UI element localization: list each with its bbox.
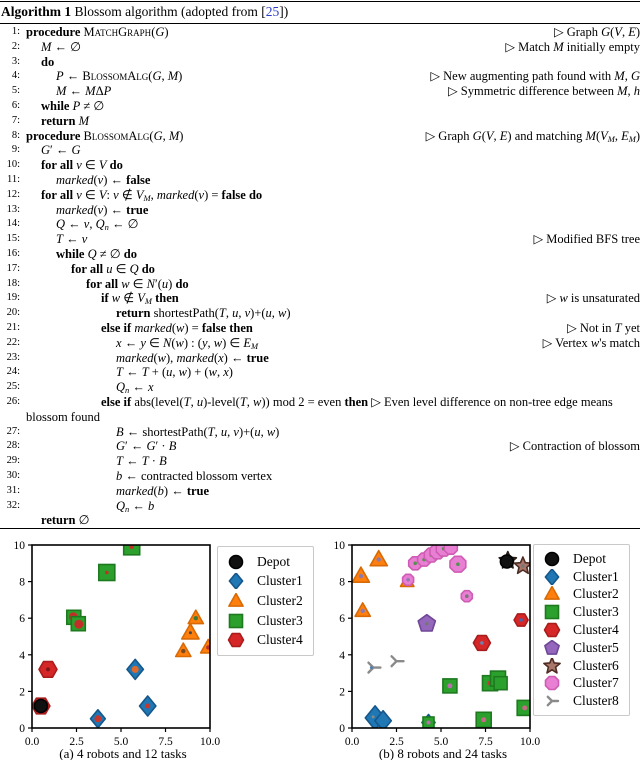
algo-line-comment: ▷ Vertex w's match bbox=[542, 335, 640, 350]
legend-item-cluster1 bbox=[542, 568, 619, 586]
algo-line bbox=[0, 425, 640, 440]
svg-text:6: 6 bbox=[19, 613, 25, 626]
algo-line bbox=[0, 55, 640, 70]
algo-line-number bbox=[0, 513, 20, 528]
star-marker-icon bbox=[542, 658, 564, 674]
algo-line-comment: ▷ w is unsaturated bbox=[546, 291, 640, 306]
algo-line bbox=[0, 306, 640, 321]
legend-item-cluster5 bbox=[542, 639, 619, 657]
legend-item-cluster3 bbox=[542, 603, 619, 621]
svg-text:4: 4 bbox=[19, 649, 25, 662]
algo-line-code: marked(v) ← false bbox=[56, 172, 151, 187]
algo-line-code: for all u ∈ Q do bbox=[71, 261, 155, 276]
diamond-marker-icon bbox=[226, 573, 248, 589]
algorithm-label: Algorithm 1 bbox=[1, 4, 72, 19]
algo-line-number: 19: bbox=[6, 292, 20, 304]
legend-item-cluster4 bbox=[226, 630, 303, 650]
algo-line-code: b ← contracted blossom vertex bbox=[116, 468, 273, 483]
svg-text:8: 8 bbox=[339, 576, 345, 589]
algo-line-code: P ← BlossomAlg(G, M) bbox=[56, 69, 183, 84]
algo-line bbox=[0, 439, 640, 454]
algo-line-number: 6: bbox=[11, 99, 20, 111]
svg-text:10.0: 10.0 bbox=[519, 736, 541, 748]
figure-b-caption: (b) 8 robots and 24 tasks bbox=[378, 746, 508, 760]
hexagon-marker-icon bbox=[226, 632, 248, 648]
algo-line-number: 18: bbox=[6, 277, 20, 289]
algo-line bbox=[0, 380, 640, 395]
legend-a bbox=[217, 546, 314, 656]
algo-line bbox=[0, 129, 640, 144]
legend-label: Cluster6 bbox=[573, 657, 619, 673]
algo-line-code: procedure BlossomAlg(G, M) bbox=[26, 128, 184, 143]
algo-line-comment: ▷ Graph G(V, E) bbox=[553, 25, 640, 39]
algo-line-number: 27: bbox=[6, 425, 20, 437]
algo-line-code: T ← T · B bbox=[116, 454, 167, 469]
algo-line bbox=[0, 499, 640, 514]
algo-line-comment: ▷ Modified BFS tree bbox=[533, 232, 640, 247]
algo-line bbox=[0, 484, 640, 499]
algo-line-code: M ← ∅ bbox=[41, 39, 82, 54]
algo-line-code: T ← T + (u, w) + (w, x) bbox=[116, 365, 233, 380]
hexagon-marker-icon bbox=[542, 622, 564, 638]
algo-line bbox=[0, 173, 640, 188]
algo-line-number: 20: bbox=[6, 307, 20, 319]
square-marker-icon bbox=[542, 604, 564, 620]
svg-text:4: 4 bbox=[339, 649, 345, 662]
algo-line bbox=[0, 291, 640, 306]
algo-line bbox=[0, 262, 640, 277]
algo-line bbox=[0, 99, 640, 114]
algo-line bbox=[0, 114, 640, 129]
algo-line-number: 10: bbox=[6, 159, 20, 171]
figure-b bbox=[320, 535, 640, 760]
algo-line-code: for all v ∈ V do bbox=[41, 158, 123, 173]
algo-line bbox=[0, 454, 640, 469]
legend-label: Depot bbox=[573, 550, 606, 566]
algo-line bbox=[0, 469, 640, 484]
algo-line-number: 2: bbox=[11, 40, 20, 52]
legend-label: Cluster3 bbox=[573, 604, 619, 620]
algo-line-code: return ∅ bbox=[41, 513, 90, 528]
algo-line-number: 9: bbox=[11, 144, 20, 156]
algo-line-comment: ▷ Graph G(V, E) and matching $M(V_M$, $E_M$) bbox=[425, 128, 640, 144]
algo-line-number: 29: bbox=[6, 455, 20, 467]
legend-b bbox=[533, 544, 630, 716]
svg-text:10: 10 bbox=[333, 540, 345, 552]
algo-line-code: else if marked(w) = false then bbox=[101, 320, 253, 335]
circle-marker-icon bbox=[226, 554, 248, 570]
algo-line-code: if w ∉ $V_M$ then bbox=[101, 291, 179, 307]
algo-line-code: do bbox=[41, 54, 55, 69]
legend-item-cluster2 bbox=[542, 586, 619, 604]
algo-line-code: procedure MatchGraph(G) bbox=[26, 25, 169, 39]
algo-line-comment: ▷ New augmenting path found with M, G bbox=[430, 69, 640, 84]
legend-item-cluster1 bbox=[226, 572, 303, 592]
legend-label: Cluster7 bbox=[573, 675, 619, 691]
algo-line-number: 30: bbox=[6, 469, 20, 481]
svg-text:10.0: 10.0 bbox=[199, 736, 221, 748]
algorithm-title-end: ]) bbox=[279, 4, 289, 19]
legend-item-cluster8 bbox=[542, 692, 619, 710]
algo-line-number: 8: bbox=[11, 129, 20, 141]
legend-label: Cluster4 bbox=[257, 632, 303, 648]
legend-item-cluster2 bbox=[226, 591, 303, 611]
algo-line bbox=[0, 84, 640, 99]
algo-line bbox=[0, 365, 640, 380]
algo-line bbox=[0, 143, 640, 158]
legend-item-depot bbox=[542, 550, 619, 568]
circle-marker-icon bbox=[542, 551, 564, 567]
algorithm-title: Blossom algorithm (adopted from [ bbox=[71, 4, 266, 19]
legend-item-cluster4 bbox=[542, 621, 619, 639]
legend-label: Cluster3 bbox=[257, 612, 303, 628]
algo-line-comment: ▷ Match M initially empty bbox=[505, 39, 640, 54]
algo-line bbox=[0, 158, 640, 173]
algo-line-number: 32: bbox=[6, 499, 20, 511]
triangle-marker-icon bbox=[226, 593, 248, 609]
algo-line-number: 26: bbox=[6, 395, 20, 407]
square-marker-icon bbox=[226, 613, 248, 629]
algo-line-number: 28: bbox=[6, 440, 20, 452]
algo-line bbox=[0, 25, 640, 40]
legend-item-cluster6 bbox=[542, 657, 619, 675]
algorithm-bottom-rule bbox=[0, 528, 640, 529]
algo-line-number: 24: bbox=[6, 366, 20, 378]
svg-text:5.0: 5.0 bbox=[433, 736, 449, 748]
svg-text:6: 6 bbox=[339, 613, 345, 626]
svg-text:0: 0 bbox=[339, 723, 345, 735]
algo-line-number: 12: bbox=[6, 188, 20, 200]
legend-label: Cluster1 bbox=[573, 568, 619, 584]
legend-label: Cluster1 bbox=[257, 573, 303, 589]
algo-line-number: 3: bbox=[11, 55, 20, 67]
algo-line-code: return M bbox=[41, 113, 90, 128]
algo-line bbox=[0, 336, 640, 351]
algo-line-number: 11: bbox=[6, 173, 20, 185]
octagon-marker-icon bbox=[542, 675, 564, 691]
algo-line-code: Q ← v, $Q_n$ ← ∅ bbox=[56, 217, 139, 233]
algo-line-code: $Q_n$ ← b bbox=[116, 498, 155, 514]
algo-line-code: for all v ∈ V: v ∉ $V_M$, marked(v) = false do bbox=[41, 187, 263, 203]
algo-line-code: return shortestPath(T, u, v)+(u, w) bbox=[116, 306, 291, 321]
svg-text:8: 8 bbox=[19, 576, 25, 589]
algo-line-comment: ▷ Not in T yet bbox=[567, 320, 640, 335]
algo-line-code: marked(w), marked(x) ← true bbox=[116, 350, 269, 365]
algo-line-comment: ▷ Contraction of blossom bbox=[509, 439, 640, 454]
citation-25[interactable]: 25 bbox=[265, 4, 280, 19]
svg-text:7.5: 7.5 bbox=[478, 736, 493, 748]
legend-item-cluster7 bbox=[542, 675, 619, 693]
svg-text:2.5: 2.5 bbox=[69, 736, 84, 748]
algo-line bbox=[0, 395, 640, 425]
algo-line-code: G′ ← G′ · B bbox=[116, 439, 177, 454]
algo-line-number: 23: bbox=[6, 351, 20, 363]
legend-label: Cluster2 bbox=[257, 592, 303, 608]
algo-line bbox=[0, 277, 640, 292]
algo-line-code: B ← shortestPath(T, u, v)+(u, w) bbox=[116, 424, 280, 439]
algo-line bbox=[0, 203, 640, 218]
algo-line-code: T ← v bbox=[56, 232, 88, 247]
algorithm-block bbox=[0, 1, 640, 529]
algo-line bbox=[0, 188, 640, 203]
algo-line-number: 4: bbox=[11, 70, 20, 82]
legend-label: Cluster2 bbox=[573, 586, 619, 602]
algo-line-number: 1: bbox=[11, 26, 20, 37]
legend-item-cluster3 bbox=[226, 611, 303, 631]
algo-line-number: 5: bbox=[11, 85, 20, 97]
algo-line-code: else if abs(level(T, u)-level(T, w)) mod 2 = even then ▷ Even level difference on non-tree edge means blossom found bbox=[26, 394, 613, 424]
algo-line-code: while Q ≠ ∅ do bbox=[56, 246, 137, 261]
algo-line-number: 14: bbox=[6, 218, 20, 230]
legend-label: Cluster4 bbox=[573, 622, 619, 638]
algo-line-code: marked(b) ← true bbox=[116, 483, 210, 498]
algo-line-code: G′ ← G bbox=[41, 143, 81, 158]
algo-line-number: 13: bbox=[6, 203, 20, 215]
algo-line-number: 16: bbox=[6, 247, 20, 259]
svg-text:5.0: 5.0 bbox=[113, 736, 129, 748]
algo-line-number: 21: bbox=[6, 321, 20, 333]
algo-line bbox=[0, 513, 640, 528]
figures-row bbox=[0, 535, 640, 760]
algo-line-code: x ← y ∈ N(w) : (y, w) ∈ $E_M$ bbox=[116, 335, 259, 351]
algo-line bbox=[0, 321, 640, 336]
algo-line-code: for all w ∈ N′(u) do bbox=[86, 276, 189, 291]
algo-line bbox=[0, 247, 640, 262]
figure-a-caption: (a) 4 robots and 12 tasks bbox=[59, 746, 187, 760]
legend-label: Cluster8 bbox=[573, 693, 619, 709]
algo-line-code: M ← MΔP bbox=[56, 84, 112, 99]
tri-marker-icon bbox=[542, 693, 564, 709]
legend-label: Depot bbox=[257, 553, 290, 569]
algo-line-code: while P ≠ ∅ bbox=[41, 98, 105, 113]
svg-text:10: 10 bbox=[13, 540, 25, 552]
triangle-marker-icon bbox=[542, 586, 564, 602]
svg-text:0: 0 bbox=[19, 723, 25, 735]
figure-a bbox=[0, 535, 320, 760]
algo-line-number: 31: bbox=[6, 484, 20, 496]
algo-line bbox=[0, 217, 640, 232]
algorithm-lines bbox=[0, 24, 640, 528]
legend-label: Cluster5 bbox=[573, 639, 619, 655]
diamond-marker-icon bbox=[542, 569, 564, 585]
legend-item-depot bbox=[226, 552, 303, 572]
algo-line-code: marked(v) ← true bbox=[56, 202, 149, 217]
svg-text:2: 2 bbox=[339, 686, 345, 699]
algo-line-number: 22: bbox=[6, 336, 20, 348]
algorithm-header bbox=[0, 2, 640, 23]
svg-text:2.5: 2.5 bbox=[389, 736, 404, 748]
algo-line bbox=[0, 232, 640, 247]
algo-line-number: 25: bbox=[6, 381, 20, 393]
algo-line bbox=[0, 40, 640, 55]
svg-text:2: 2 bbox=[19, 686, 25, 699]
algo-line-comment: ▷ Symmetric difference between M, h bbox=[448, 84, 640, 99]
algo-line bbox=[0, 69, 640, 84]
algo-line bbox=[0, 351, 640, 366]
algo-line-number: 17: bbox=[6, 262, 20, 274]
svg-text:0.0: 0.0 bbox=[24, 736, 40, 748]
algo-line-number: 15: bbox=[6, 233, 20, 245]
pentagon-marker-icon bbox=[542, 640, 564, 656]
algo-line-number: 7: bbox=[11, 114, 20, 126]
svg-text:7.5: 7.5 bbox=[158, 736, 173, 748]
algo-line-code: $Q_n$ ← x bbox=[116, 380, 154, 396]
svg-text:0.0: 0.0 bbox=[344, 736, 360, 748]
